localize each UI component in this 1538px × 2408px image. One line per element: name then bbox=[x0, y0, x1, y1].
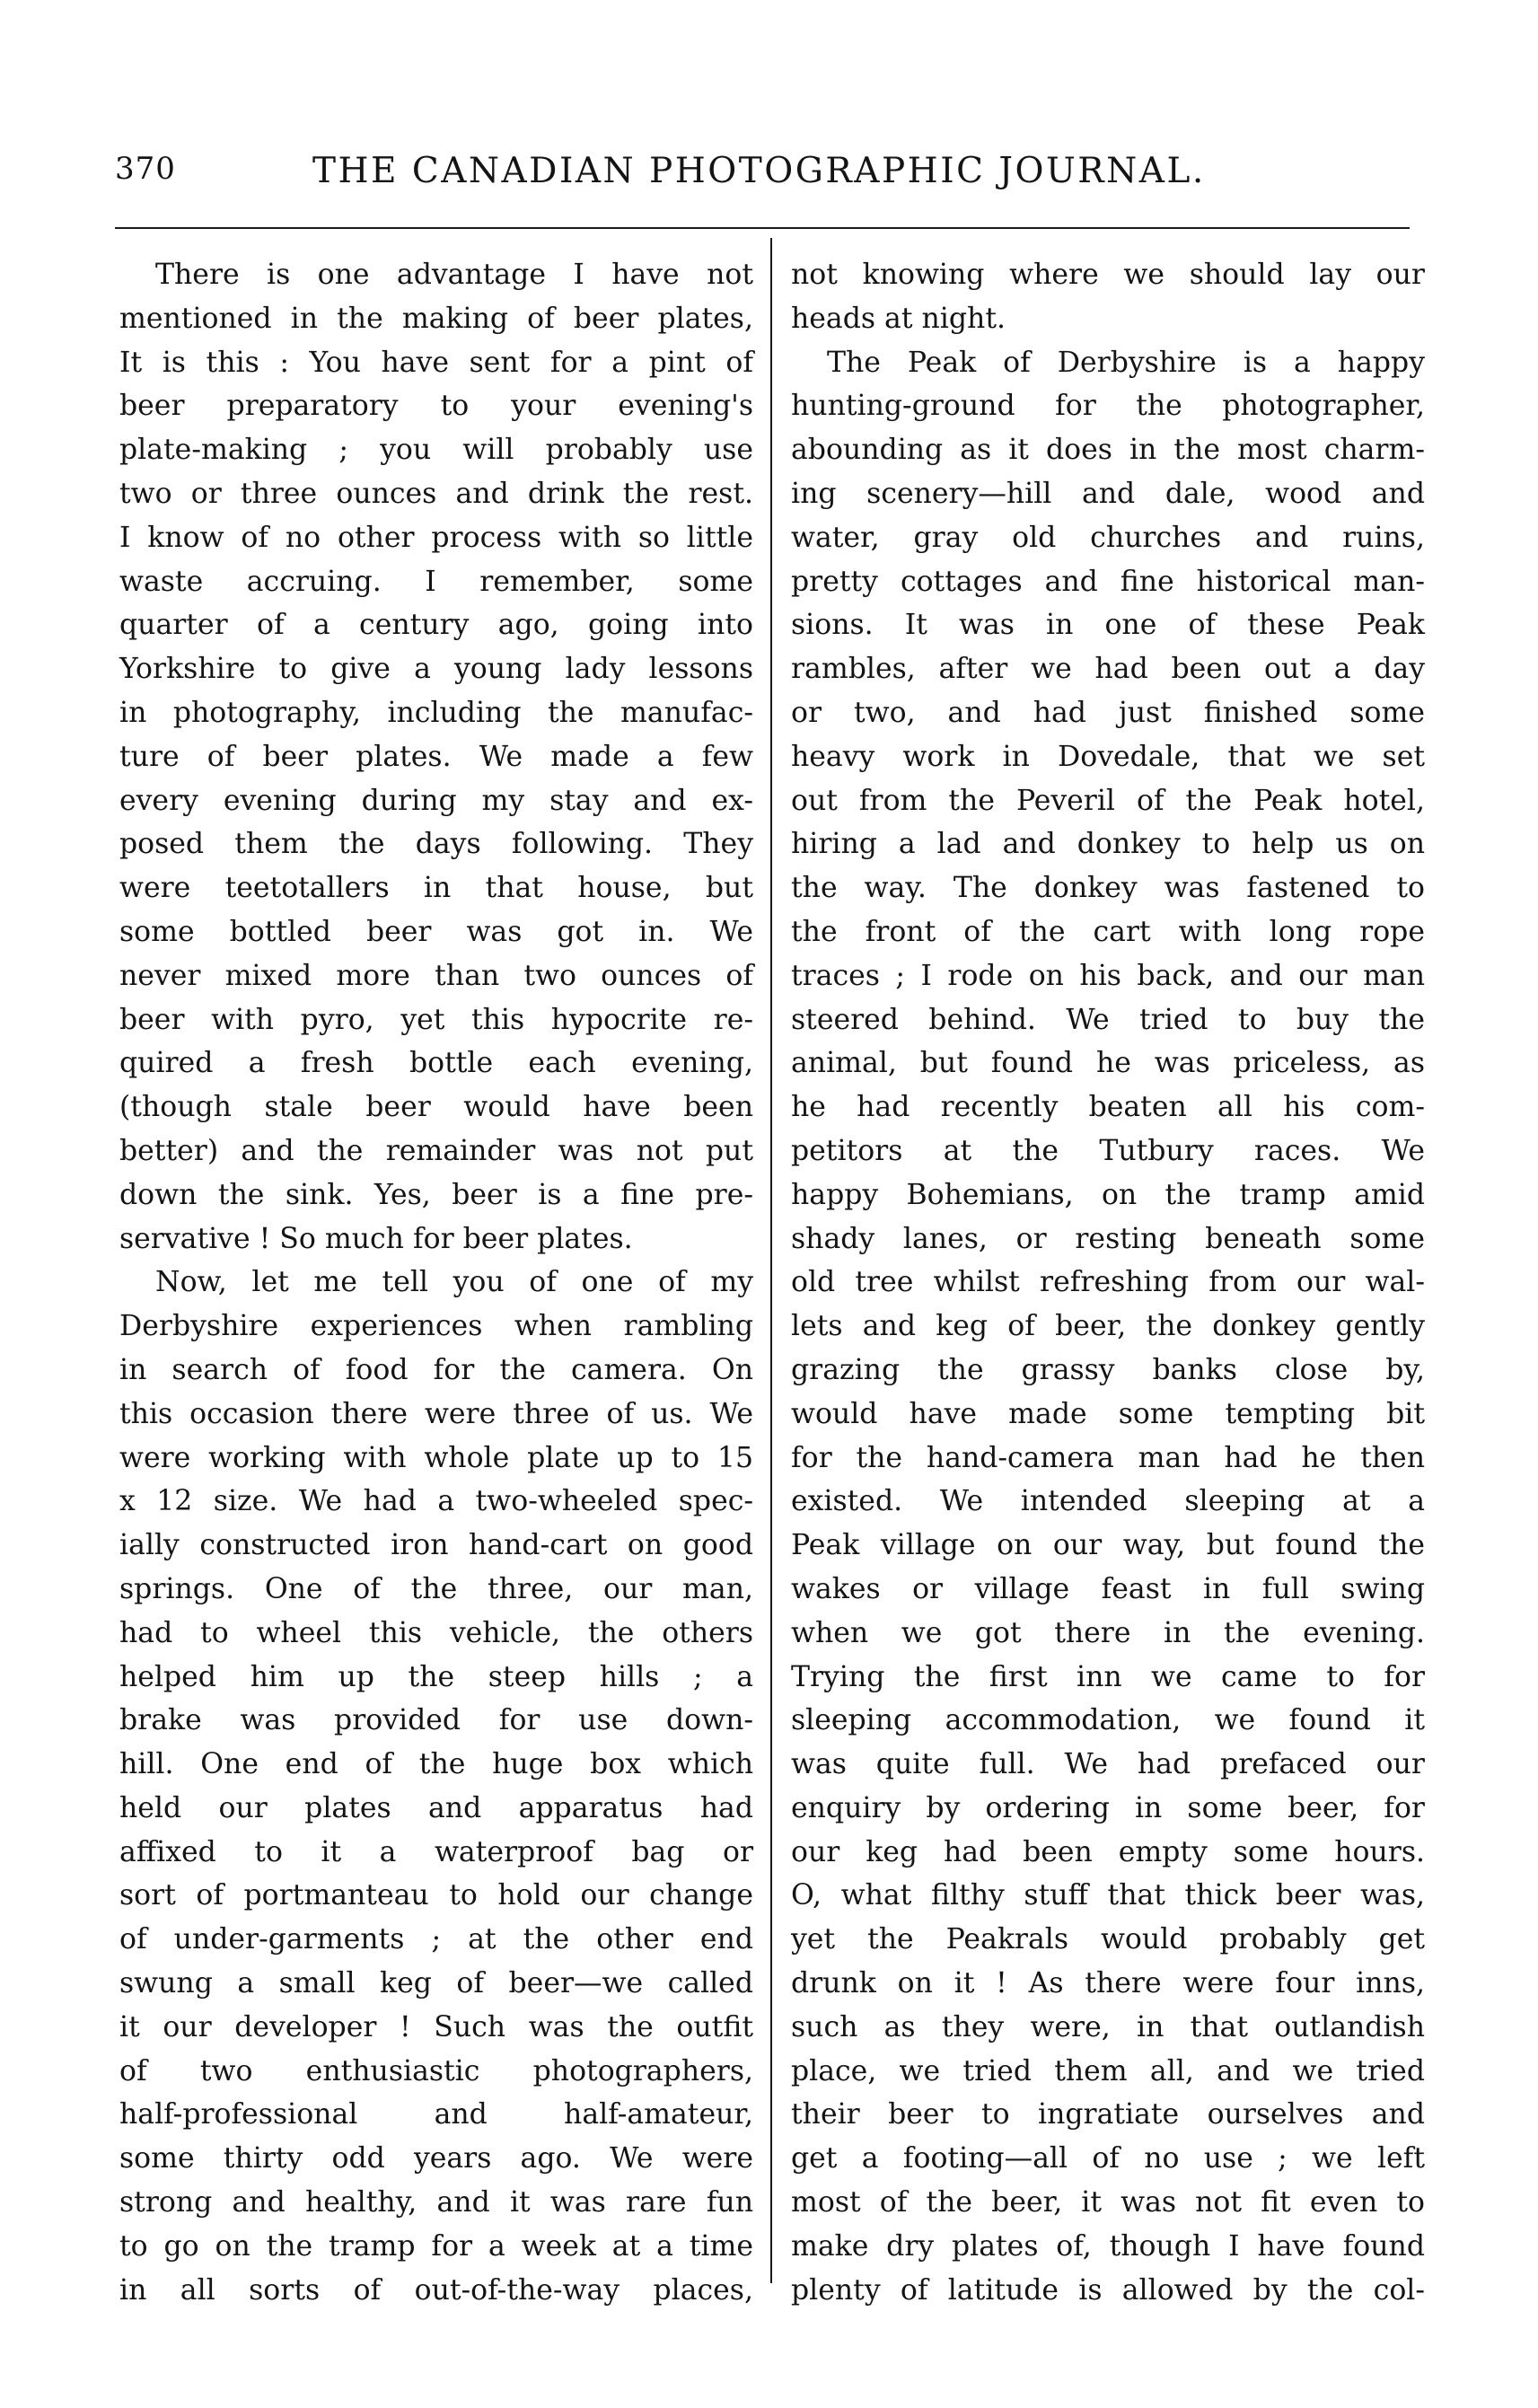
text-line: down the sink. Yes, beer is a fine pre- bbox=[119, 1178, 753, 1211]
text-line: place, we tried them all, and we tried bbox=[791, 2054, 1425, 2087]
text-line: our keg had been empty some hours. bbox=[791, 1835, 1425, 1868]
text-line: not knowing where we should lay our bbox=[791, 259, 1425, 291]
text-line: ture of beer plates. We made a few bbox=[119, 740, 753, 773]
text-line: wakes or village feast in full swing bbox=[791, 1572, 1425, 1605]
text-line: rambles, after we had been out a day bbox=[791, 653, 1425, 686]
text-line: The Peak of Derbyshire is a happy bbox=[827, 346, 1425, 379]
text-line: swung a small keg of beer—we called bbox=[119, 1967, 753, 2000]
text-line: hunting-ground for the photographer, bbox=[791, 390, 1425, 423]
text-line: traces ; I rode on his back, and our man bbox=[791, 959, 1425, 992]
text-line: for the hand-camera man had he then bbox=[791, 1441, 1425, 1474]
text-line: animal, but found he was priceless, as bbox=[791, 1047, 1425, 1080]
text-line: Peak village on our way, but found the bbox=[791, 1529, 1425, 1562]
text-line: beer preparatory to your evening's bbox=[119, 390, 753, 423]
text-line: or two, and had just finished some bbox=[791, 696, 1425, 729]
text-line: he had recently beaten all his com- bbox=[791, 1091, 1425, 1124]
text-line: springs. One of the three, our man, bbox=[119, 1572, 753, 1605]
text-line: (though stale beer would have been bbox=[119, 1091, 753, 1124]
text-line: to go on the tramp for a week at a time bbox=[119, 2229, 753, 2263]
text-line: most of the beer, it was not fit even to bbox=[791, 2186, 1425, 2219]
text-line: heads at night. bbox=[791, 302, 1006, 335]
text-line: their beer to ingratiate ourselves and bbox=[791, 2098, 1425, 2131]
text-line: better) and the remainder was not put bbox=[119, 1134, 753, 1167]
text-line: Trying the first inn we came to for bbox=[791, 1660, 1425, 1693]
text-line: helped him up the steep hills ; a bbox=[119, 1660, 753, 1693]
text-line: enquiry by ordering in some beer, for bbox=[791, 1791, 1425, 1824]
text-line: It is this : You have sent for a pint of bbox=[119, 346, 753, 379]
text-line: happy Bohemians, on the tramp amid bbox=[791, 1178, 1425, 1211]
text-line: There is one advantage I have not bbox=[155, 259, 753, 291]
text-line: ing scenery—hill and dale, wood and bbox=[791, 477, 1425, 510]
text-line: some bottled beer was got in. We bbox=[119, 915, 753, 948]
text-line: I know of no other process with so little bbox=[119, 521, 753, 554]
text-line: this occasion there were three of us. We bbox=[119, 1397, 753, 1430]
text-line: make dry plates of, though I have found bbox=[791, 2229, 1425, 2263]
text-line: servative ! So much for beer plates. bbox=[119, 1222, 633, 1255]
text-line: shady lanes, or resting beneath some bbox=[791, 1222, 1425, 1255]
text-line: grazing the grassy banks close by, bbox=[791, 1353, 1425, 1386]
text-line: the front of the cart with long rope bbox=[791, 915, 1425, 948]
text-line: every evening during my stay and ex- bbox=[119, 784, 753, 817]
text-line: hill. One end of the huge box which bbox=[119, 1748, 753, 1781]
text-line: sort of portmanteau to hold our change bbox=[119, 1879, 753, 1912]
text-line: would have made some tempting bit bbox=[791, 1397, 1425, 1430]
text-line: brake was provided for use down- bbox=[119, 1704, 753, 1737]
text-line: ially constructed iron hand-cart on good bbox=[119, 1529, 753, 1562]
text-line: Derbyshire experiences when rambling bbox=[119, 1310, 753, 1343]
text-line: sions. It was in one of these Peak bbox=[791, 609, 1425, 642]
running-header bbox=[115, 151, 1410, 205]
text-line: it our developer ! Such was the outfit bbox=[119, 2010, 753, 2043]
text-line: pretty cottages and fine historical man- bbox=[791, 565, 1425, 598]
text-line: when we got there in the evening. bbox=[791, 1616, 1425, 1649]
text-line: half-professional and half-amateur, bbox=[119, 2098, 753, 2131]
text-line: waste accruing. I remember, some bbox=[119, 565, 753, 598]
text-line: were working with whole plate up to 15 bbox=[119, 1441, 753, 1474]
text-line: O, what filthy stuff that thick beer was, bbox=[791, 1879, 1425, 1912]
text-line: x 12 size. We had a two-wheeled spec- bbox=[119, 1485, 753, 1518]
page-number: 370 bbox=[115, 151, 176, 187]
journal-title: THE CANADIAN PHOTOGRAPHIC JOURNAL. bbox=[312, 151, 1206, 191]
text-line: mentioned in the making of beer plates, bbox=[119, 302, 753, 335]
right-column bbox=[791, 253, 1425, 2312]
text-line: quarter of a century ago, going into bbox=[119, 609, 753, 642]
header-rule bbox=[115, 227, 1410, 229]
text-line: such as they were, in that outlandish bbox=[791, 2010, 1425, 2043]
text-line: yet the Peakrals would probably get bbox=[791, 1923, 1425, 1956]
text-line: some thirty odd years ago. We were bbox=[119, 2142, 753, 2175]
text-line: the way. The donkey was fastened to bbox=[791, 872, 1425, 905]
text-line: hiring a lad and donkey to help us on bbox=[791, 828, 1425, 861]
text-line: Now, let me tell you of one of my bbox=[155, 1266, 753, 1299]
text-line: held our plates and apparatus had bbox=[119, 1791, 753, 1824]
text-line: sleeping accommodation, we found it bbox=[791, 1704, 1425, 1737]
text-line: out from the Peveril of the Peak hotel, bbox=[791, 784, 1425, 817]
text-line: had to wheel this vehicle, the others bbox=[119, 1616, 753, 1649]
text-line: in all sorts of out-of-the-way places, bbox=[119, 2273, 753, 2307]
text-line: steered behind. We tried to buy the bbox=[791, 1003, 1425, 1036]
text-line: heavy work in Dovedale, that we set bbox=[791, 740, 1425, 773]
text-line: old tree whilst refreshing from our wal- bbox=[791, 1266, 1425, 1299]
text-line: strong and healthy, and it was rare fun bbox=[119, 2186, 753, 2219]
text-line: two or three ounces and drink the rest. bbox=[119, 477, 753, 510]
text-line: affixed to it a waterproof bag or bbox=[119, 1835, 753, 1868]
text-line: lets and keg of beer, the donkey gently bbox=[791, 1310, 1425, 1343]
column-divider bbox=[770, 238, 772, 2283]
text-line: abounding as it does in the most charm- bbox=[791, 434, 1425, 467]
text-line: drunk on it ! As there were four inns, bbox=[791, 1967, 1425, 2000]
text-line: never mixed more than two ounces of bbox=[119, 959, 753, 992]
text-line: petitors at the Tutbury races. We bbox=[791, 1134, 1425, 1167]
text-line: plenty of latitude is allowed by the col- bbox=[791, 2273, 1425, 2307]
text-line: plate-making ; you will probably use bbox=[119, 434, 753, 467]
text-line: beer with pyro, yet this hypocrite re- bbox=[119, 1003, 753, 1036]
text-line: existed. We intended sleeping at a bbox=[791, 1485, 1425, 1518]
text-line: was quite full. We had prefaced our bbox=[791, 1748, 1425, 1781]
text-line: in search of food for the camera. On bbox=[119, 1353, 753, 1386]
text-line: in photography, including the manufac- bbox=[119, 696, 753, 729]
text-line: were teetotallers in that house, but bbox=[119, 872, 753, 905]
left-column bbox=[119, 253, 753, 2312]
text-line: quired a fresh bottle each evening, bbox=[119, 1047, 753, 1080]
text-line: get a footing—all of no use ; we left bbox=[791, 2142, 1425, 2175]
text-line: of under-garments ; at the other end bbox=[119, 1923, 753, 1956]
text-line: posed them the days following. They bbox=[119, 828, 753, 861]
text-line: water, gray old churches and ruins, bbox=[791, 521, 1425, 554]
text-line: of two enthusiastic photographers, bbox=[119, 2054, 753, 2087]
text-line: Yorkshire to give a young lady lessons bbox=[119, 653, 753, 686]
